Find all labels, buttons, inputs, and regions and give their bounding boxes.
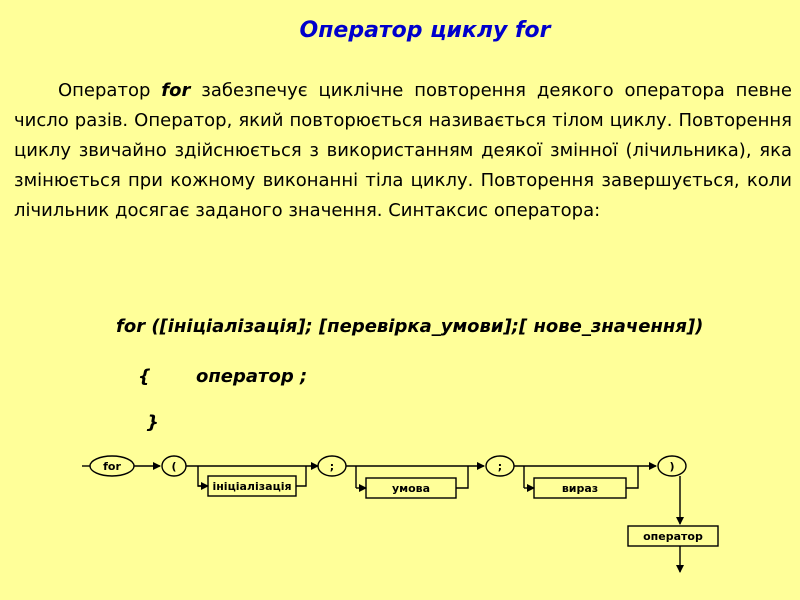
- syntax-open-brace: {: [138, 366, 151, 387]
- open-paren-label: (: [171, 460, 177, 473]
- stmt-label: оператор: [643, 530, 703, 543]
- for-label: for: [103, 460, 121, 473]
- syntax-statement: оператор ;: [196, 366, 308, 387]
- semicolon2-label: ;: [497, 460, 503, 473]
- init-label: ініціалізація: [212, 480, 292, 493]
- page-title: Оператор циклу for: [299, 18, 551, 43]
- para-keyword: for: [161, 80, 191, 101]
- syntax-close-brace: }: [146, 412, 159, 433]
- syntax-diagram: [0, 440, 800, 600]
- description-paragraph: [14, 76, 792, 226]
- expr-label: вираз: [561, 482, 599, 495]
- para-rest: забезпечує циклічне повторення деякого оператора певне число разів. Оператор, який повторюється називається тілом циклу. Повторення циклу звичайно здійснюється з використанням деякої змінної (лічильника), яка змінюється при кожному виконанні тіла циклу. Повторення завершується, коли лічильник досягає заданого значення. Синтаксис оператора:: [14, 80, 792, 221]
- syntax-line-1: for ([ініціалізація]; [перевірка_умови];[ нове_значення]): [116, 316, 704, 337]
- close-paren-label: ): [669, 460, 675, 473]
- para-intro: Оператор: [58, 80, 162, 101]
- cond-label: умова: [391, 482, 431, 495]
- semicolon1-label: ;: [329, 460, 335, 473]
